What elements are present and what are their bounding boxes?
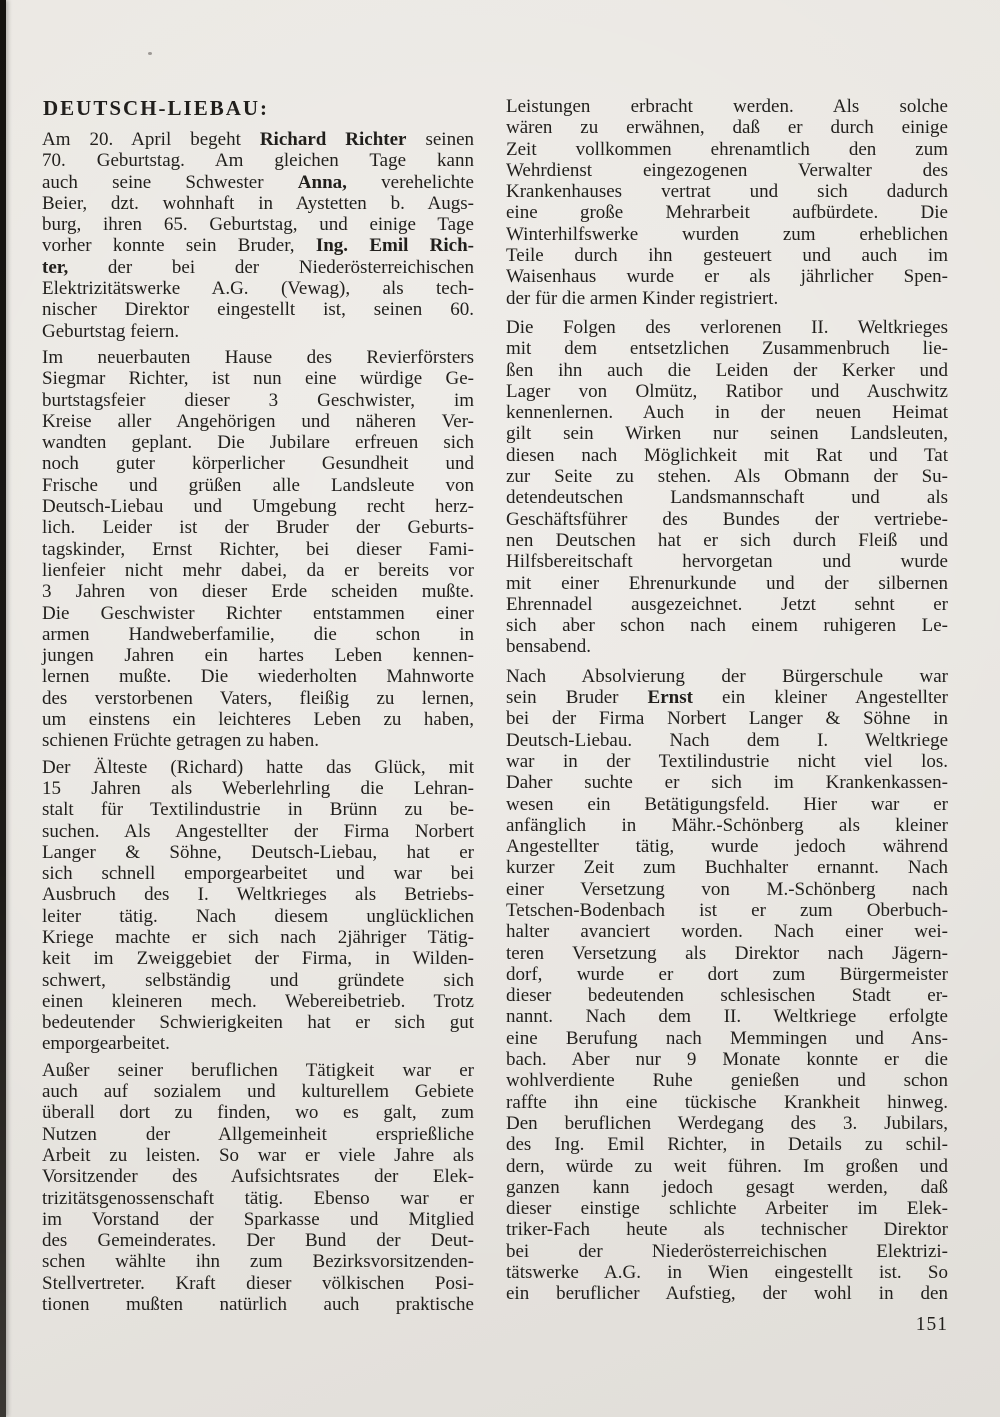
text-line: ein beruflicher Aufstieg, der wohl in den xyxy=(506,1283,948,1305)
text-line: überall dort zu finden, wo es galt, zum xyxy=(42,1102,474,1124)
text-line: dieser einstige schlichte Arbeiter im Elek- xyxy=(506,1198,948,1220)
text-line: mit dem entsetzlichen Zusammenbruch lie- xyxy=(506,338,948,360)
text-line: Im neuerbauten Hause des Revierförsters xyxy=(42,346,474,368)
text-line: Vorsitzender des Aufsichtsrates der Elek- xyxy=(42,1166,474,1188)
text-line: bedeutender Schwierigkeiten hat er sich gut xyxy=(42,1012,474,1034)
text-line: eine Berufung nach Memmingen und Ans- xyxy=(506,1027,948,1049)
text-line: gilt sein Wirken nur seinen Landsleuten, xyxy=(506,423,948,445)
text-line: wesen ein Betätigungsfeld. Hier war er xyxy=(506,793,948,815)
text-line: Beier, dzt. wohnhaft in Aystetten b. Augs- xyxy=(42,192,474,214)
text-line: sich aber schon nach einem ruhigeren Le- xyxy=(506,615,948,637)
text-line: trizitätsgenossenschaft tätig. Ebenso war er xyxy=(42,1187,474,1209)
text-line: Am 20. April begeht Richard Richter seinen xyxy=(42,129,475,150)
text-line: Wehrdienst eingezogenen Verwalter des xyxy=(506,159,948,181)
text-line: wären zu erwähnen, daß er durch einige xyxy=(506,117,948,139)
text-line: Die Geschwister Richter entstammen einer xyxy=(42,602,474,624)
text-line: suchen. Als Angestellter der Firma Norbert xyxy=(42,820,474,842)
text-line: schienen Früchte getragen zu haben. xyxy=(42,730,319,752)
paragraph xyxy=(506,317,948,658)
text-line: Kriege machte er sich nach 2jähriger Tätig- xyxy=(42,926,474,948)
text-line: nischer Direktor eingestellt ist, seinen 60. xyxy=(42,299,474,321)
text-line: Ausbruch des I. Weltkrieges als Betriebs- xyxy=(42,884,474,906)
text-line: Winterhilfswerke wurden zum erheblichen xyxy=(506,223,948,245)
text-line: ßen ihn auch die Leiden der Kerker und xyxy=(506,359,948,381)
text-line: einer Versetzung von M.-Schönberg nach xyxy=(506,878,948,900)
text-line: burtstagsfeier dieser 3 Geschwister, im xyxy=(42,389,474,411)
text-line: Frische und grüßen alle Landsleute von xyxy=(42,474,474,496)
paragraph xyxy=(42,347,474,752)
text-line: Deutsch-Liebau. Nach dem I. Weltkriege xyxy=(506,729,948,751)
text-line: lernen mußte. Die wiederholten Mahnworte xyxy=(42,666,474,688)
paragraph xyxy=(506,96,948,309)
text-line: Geburtstag feiern. xyxy=(42,320,180,342)
paragraph xyxy=(506,666,948,1305)
text-line: Elektrizitätswerke A.G. (Vewag), als tech- xyxy=(42,278,474,300)
text-line: Die Folgen des verlorenen II. Weltkrieges xyxy=(506,316,948,338)
text-line: diesen nach Möglichkeit mit Rat und Tat xyxy=(506,444,948,466)
text-line: schen wählte ihn zum Bezirksvorsitzenden- xyxy=(42,1251,474,1273)
text-line: leiter tätig. Nach diesem unglücklichen xyxy=(42,905,474,927)
text-line: bei der Firma Norbert Langer & Söhne in xyxy=(506,708,948,730)
text-line: Der Älteste (Richard) hatte das Glück, mit xyxy=(42,756,474,778)
text-line: detendeutschen Landsmannschaft und als xyxy=(506,487,948,509)
text-line: sich schnell emporgearbeitet und war bei xyxy=(42,863,474,885)
text-line: keit im Zweiggebiet der Firma, in Wilden- xyxy=(42,948,474,970)
text-line: Tetschen-Bodenbach ist er zum Oberbuch- xyxy=(506,899,948,921)
text-line: stalt für Textilindustrie in Brünn zu be- xyxy=(42,799,474,821)
text-line: bach. Aber nur 9 Monate konnte er die xyxy=(506,1049,948,1071)
text-line: auch seine Schwester Anna, verehelichte xyxy=(42,171,474,193)
text-line: Angestellter tätig, wurde jedoch während xyxy=(506,836,948,858)
paragraph xyxy=(42,757,474,1055)
text-line: dieser bedeutenden schlesischen Stadt er- xyxy=(506,985,948,1007)
text-line: 3 Jahren von dieser Erde scheiden mußte. xyxy=(42,581,474,603)
text-line: im Vorstand der Sparkasse und Mitglied xyxy=(42,1208,474,1230)
text-line: Leistungen erbracht werden. Als solche xyxy=(506,96,948,117)
text-line: war in der Textilindustrie nicht viel los. xyxy=(506,750,948,772)
text-line: nannt. Nach dem II. Weltkriege erfolgte xyxy=(506,1006,948,1028)
text-line: Geschäftsführer des Bundes der vertriebe- xyxy=(506,508,948,530)
text-line: wohlverdiente Ruhe genießen und schon xyxy=(506,1070,948,1092)
text-line: teren Versetzung als Direktor nach Jägern- xyxy=(506,942,948,964)
paper-speck xyxy=(148,52,152,55)
text-line: Kreise aller Angehörigen und näheren Ver- xyxy=(42,410,474,432)
text-line: Den beruflichen Werdegang des 3. Jubilars, xyxy=(506,1112,948,1134)
text-line: Langer & Söhne, Deutsch-Liebau, hat er xyxy=(42,841,474,863)
article-heading: DEUTSCH-LIEBAU: xyxy=(43,96,270,120)
text-line: raffte ihn eine tückische Krankheit hinweg. xyxy=(506,1091,948,1113)
text-line: tionen mußten natürlich auch praktische xyxy=(42,1294,474,1316)
text-line: noch guter körperlicher Gesundheit und xyxy=(42,453,474,475)
text-line: kurzer Zeit zum Buchhalter ernannt. Nach xyxy=(506,857,948,879)
text-line: Arbeit zu leisten. So war er viele Jahre als xyxy=(42,1144,474,1166)
text-line: auch auf sozialem und kulturellem Gebiete xyxy=(42,1081,474,1103)
text-line: Nach Absolvierung der Bürgerschule war xyxy=(506,665,948,687)
text-line: Lager von Olmütz, Ratibor und Auschwitz xyxy=(506,380,948,402)
text-line: dorf, wurde er dort zum Bürgermeister xyxy=(506,963,948,985)
text-line: ter, der bei der Niederösterreichischen xyxy=(42,256,474,278)
text-line: ganzen kann jedoch gesagt werden, daß xyxy=(506,1176,948,1198)
text-line: triker-Fach heute als technischer Direktor xyxy=(506,1219,948,1241)
text-line: Ehrennadel ausgezeichnet. Jetzt sehnt er xyxy=(506,593,948,615)
text-line: Zeit vollkommen ehrenamtlich den zum xyxy=(506,138,948,160)
text-line: Krankenhauses vertrat und sich dadurch xyxy=(506,181,948,203)
text-line: zur Seite zu stehen. Als Obmann der Su- xyxy=(506,466,948,488)
text-line: schwert, selbständig und gründete sich xyxy=(42,969,474,991)
text-line: bei der Niederösterreichischen Elektrizi- xyxy=(506,1240,948,1262)
text-line: nen Deutschen hat er sich durch Fleiß und xyxy=(506,529,948,551)
text-line: des Ing. Emil Richter, in Details zu schil- xyxy=(506,1134,948,1156)
text-line: armen Handweberfamilie, die schon in xyxy=(42,623,474,645)
text-line: anfänglich in Mähr.-Schönberg als kleiner xyxy=(506,814,948,836)
text-column-left xyxy=(42,129,474,1315)
text-line: Stellvertreter. Kraft dieser völkischen Posi- xyxy=(42,1272,474,1294)
text-line: vorher konnte sein Bruder, Ing. Emil Rich- xyxy=(42,235,474,257)
text-line: um einstens ein leichteres Leben zu haben, xyxy=(42,709,474,731)
text-line: Außer seiner beruflichen Tätigkeit war er xyxy=(42,1059,474,1081)
paragraph xyxy=(42,129,474,342)
text-line: tagskinder, Ernst Richter, bei dieser Fami- xyxy=(42,538,474,560)
text-line: einen kleineren mech. Webereibetrieb. Trotz xyxy=(42,990,474,1012)
text-line: lich. Leider ist der Bruder der Geburts- xyxy=(42,517,474,539)
page-edge-shadow xyxy=(0,0,6,1417)
page-number: 151 xyxy=(915,1314,948,1335)
text-line: lienfeier nicht mehr dabei, da er bereits vor xyxy=(42,559,474,581)
text-line: Teile durch ihn gesteuert und auch im xyxy=(506,245,948,267)
text-line: burg, ihren 65. Geburtstag, und einige Tage xyxy=(42,214,474,236)
text-line: bensabend. xyxy=(506,636,591,658)
text-line: dern, würde zu weit führen. Im großen und xyxy=(506,1155,948,1177)
text-line: Daher suchte er sich im Krankenkassen- xyxy=(506,772,948,794)
text-line: emporgearbeitet. xyxy=(42,1033,170,1055)
text-line: eine große Mehrarbeit aufbürdete. Die xyxy=(506,202,948,224)
text-line: Waisenhaus wurde er als jährlicher Spen- xyxy=(506,266,948,288)
text-line: Siegmar Richter, ist nun eine würdige Ge- xyxy=(42,368,474,390)
paragraph xyxy=(42,1060,474,1316)
text-line: tätswerke A.G. in Wien eingestellt ist. So xyxy=(506,1262,948,1284)
text-line: der für die armen Kinder registriert. xyxy=(506,287,779,309)
text-column-right xyxy=(506,96,948,1305)
text-line: jungen Jahren ein hartes Leben kennen- xyxy=(42,645,474,667)
text-line: Nutzen der Allgemeinheit ersprießliche xyxy=(42,1123,474,1145)
text-line: Hilfsbereitschaft hervorgetan und wurde xyxy=(506,551,948,573)
text-line: sein Bruder Ernst ein kleiner Angestellter xyxy=(506,687,948,709)
text-line: wandten geplant. Die Jubilare erfreuen sich xyxy=(42,432,474,454)
text-line: des verstorbenen Vaters, fleißig zu lernen, xyxy=(42,687,474,709)
text-line: des Gemeinderates. Der Bund der Deut- xyxy=(42,1230,474,1252)
text-line: 70. Geburtstag. Am gleichen Tage kann xyxy=(42,150,474,172)
text-line: 15 Jahren als Weberlehrling die Lehran- xyxy=(42,777,474,799)
text-line: mit einer Ehrenurkunde und der silbernen xyxy=(506,572,948,594)
text-line: Deutsch-Liebau und Umgebung recht herz- xyxy=(42,496,474,518)
text-line: halter avanciert worden. Nach einer wei- xyxy=(506,921,948,943)
text-line: kennenlernen. Auch in der neuen Heimat xyxy=(506,402,948,424)
